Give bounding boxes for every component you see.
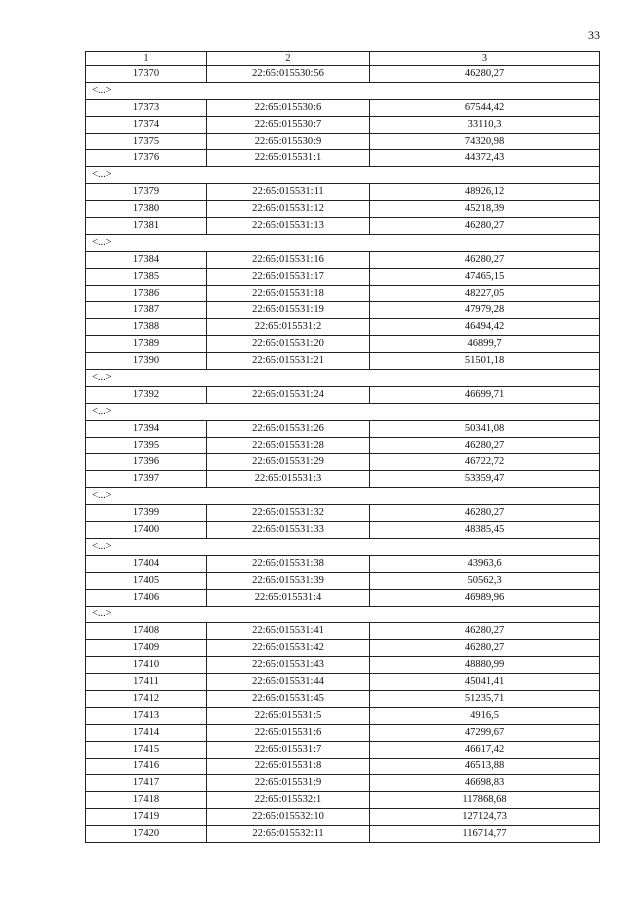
row-number-cell: 17388 — [86, 319, 207, 336]
value-cell: 47299,67 — [370, 724, 600, 741]
row-number-cell: 17394 — [86, 420, 207, 437]
ellipsis-marker: <...> — [86, 538, 600, 555]
ellipsis-row — [86, 234, 600, 251]
cadastral-number-cell: 22:65:015532:10 — [207, 809, 370, 826]
table-row — [86, 302, 600, 319]
ellipsis-row — [86, 488, 600, 505]
row-number-cell: 17400 — [86, 522, 207, 539]
cadastral-number-cell: 22:65:015532:11 — [207, 826, 370, 843]
row-number-cell: 17385 — [86, 268, 207, 285]
table-row — [86, 184, 600, 201]
table-row — [86, 826, 600, 843]
row-number-cell: 17404 — [86, 555, 207, 572]
value-cell: 46722,72 — [370, 454, 600, 471]
value-cell: 50341,08 — [370, 420, 600, 437]
cadastral-number-cell: 22:65:015531:44 — [207, 674, 370, 691]
ellipsis-row — [86, 538, 600, 555]
value-cell: 47979,28 — [370, 302, 600, 319]
table-row — [86, 420, 600, 437]
cadastral-number-cell: 22:65:015531:13 — [207, 218, 370, 235]
cadastral-number-cell: 22:65:015530:6 — [207, 99, 370, 116]
cadastral-number-cell: 22:65:015530:7 — [207, 116, 370, 133]
cadastral-number-cell: 22:65:015531:39 — [207, 572, 370, 589]
value-cell: 117868,68 — [370, 792, 600, 809]
cadastral-number-cell: 22:65:015531:1 — [207, 150, 370, 167]
value-cell: 48926,12 — [370, 184, 600, 201]
table-row — [86, 268, 600, 285]
ellipsis-marker: <...> — [86, 606, 600, 623]
row-number-cell: 17384 — [86, 251, 207, 268]
ellipsis-marker: <...> — [86, 488, 600, 505]
value-cell: 46280,27 — [370, 251, 600, 268]
table-row — [86, 150, 600, 167]
table-row — [86, 133, 600, 150]
table-row — [86, 218, 600, 235]
ellipsis-row — [86, 370, 600, 387]
value-cell: 51501,18 — [370, 353, 600, 370]
cadastral-number-cell: 22:65:015531:12 — [207, 201, 370, 218]
ellipsis-marker: <...> — [86, 370, 600, 387]
table-row — [86, 116, 600, 133]
table-row — [86, 505, 600, 522]
value-cell: 46698,83 — [370, 775, 600, 792]
row-number-cell: 17406 — [86, 589, 207, 606]
cadastral-number-cell: 22:65:015531:9 — [207, 775, 370, 792]
cadastral-number-cell: 22:65:015531:17 — [207, 268, 370, 285]
row-number-cell: 17415 — [86, 741, 207, 758]
cadastral-number-cell: 22:65:015531:5 — [207, 707, 370, 724]
value-cell: 46513,88 — [370, 758, 600, 775]
ellipsis-marker: <...> — [86, 403, 600, 420]
row-number-cell: 17375 — [86, 133, 207, 150]
value-cell: 44372,43 — [370, 150, 600, 167]
table-row — [86, 437, 600, 454]
cadastral-number-cell: 22:65:015530:9 — [207, 133, 370, 150]
table-row — [86, 471, 600, 488]
row-number-cell: 17380 — [86, 201, 207, 218]
row-number-cell: 17373 — [86, 99, 207, 116]
value-cell: 4916,5 — [370, 707, 600, 724]
table-row — [86, 640, 600, 657]
table-body — [86, 52, 600, 843]
row-number-cell: 17405 — [86, 572, 207, 589]
table-row — [86, 758, 600, 775]
table-row — [86, 623, 600, 640]
table-row — [86, 657, 600, 674]
cadastral-number-cell: 22:65:015531:3 — [207, 471, 370, 488]
cadastral-number-cell: 22:65:015531:20 — [207, 336, 370, 353]
ellipsis-row — [86, 167, 600, 184]
cadastral-number-cell: 22:65:015532:1 — [207, 792, 370, 809]
value-cell: 45041,41 — [370, 674, 600, 691]
ellipsis-marker: <...> — [86, 82, 600, 99]
table-row — [86, 674, 600, 691]
cadastral-number-cell: 22:65:015531:6 — [207, 724, 370, 741]
row-number-cell: 17420 — [86, 826, 207, 843]
cadastral-number-cell: 22:65:015530:56 — [207, 66, 370, 83]
row-number-cell: 17399 — [86, 505, 207, 522]
table-row — [86, 353, 600, 370]
table-row — [86, 251, 600, 268]
row-number-cell: 17389 — [86, 336, 207, 353]
cadastral-number-cell: 22:65:015531:7 — [207, 741, 370, 758]
value-cell: 46280,27 — [370, 66, 600, 83]
value-cell: 46494,42 — [370, 319, 600, 336]
table-row — [86, 775, 600, 792]
cadastral-number-cell: 22:65:015531:42 — [207, 640, 370, 657]
value-cell: 46280,27 — [370, 623, 600, 640]
value-cell: 46699,71 — [370, 386, 600, 403]
row-number-cell: 17374 — [86, 116, 207, 133]
table-row — [86, 66, 600, 83]
row-number-cell: 17409 — [86, 640, 207, 657]
table-row — [86, 589, 600, 606]
value-cell: 50562,3 — [370, 572, 600, 589]
table-row — [86, 336, 600, 353]
cadastral-number-cell: 22:65:015531:29 — [207, 454, 370, 471]
value-cell: 46989,96 — [370, 589, 600, 606]
value-cell: 46899,7 — [370, 336, 600, 353]
row-number-cell: 17418 — [86, 792, 207, 809]
cadastral-number-cell: 22:65:015531:21 — [207, 353, 370, 370]
ellipsis-row — [86, 606, 600, 623]
cadastral-number-cell: 22:65:015531:28 — [207, 437, 370, 454]
table-row — [86, 285, 600, 302]
value-cell: 48880,99 — [370, 657, 600, 674]
value-cell: 46280,27 — [370, 505, 600, 522]
row-number-cell: 17376 — [86, 150, 207, 167]
table-row — [86, 724, 600, 741]
table-row — [86, 809, 600, 826]
cadastral-number-cell: 22:65:015531:2 — [207, 319, 370, 336]
cadastral-number-cell: 22:65:015531:38 — [207, 555, 370, 572]
table-row — [86, 572, 600, 589]
table-row — [86, 319, 600, 336]
value-cell: 45218,39 — [370, 201, 600, 218]
value-cell: 116714,77 — [370, 826, 600, 843]
table-row — [86, 741, 600, 758]
cadastral-number-cell: 22:65:015531:8 — [207, 758, 370, 775]
header-row — [86, 52, 600, 66]
value-cell: 46280,27 — [370, 218, 600, 235]
row-number-cell: 17396 — [86, 454, 207, 471]
cadastral-number-cell: 22:65:015531:43 — [207, 657, 370, 674]
cadastral-number-cell: 22:65:015531:26 — [207, 420, 370, 437]
row-number-cell: 17414 — [86, 724, 207, 741]
cadastral-number-cell: 22:65:015531:33 — [207, 522, 370, 539]
column-header-3: 3 — [370, 52, 600, 66]
table-row — [86, 690, 600, 707]
row-number-cell: 17419 — [86, 809, 207, 826]
row-number-cell: 17397 — [86, 471, 207, 488]
row-number-cell: 17390 — [86, 353, 207, 370]
cadastral-number-cell: 22:65:015531:24 — [207, 386, 370, 403]
page-number: 33 — [588, 28, 600, 42]
cadastral-number-cell: 22:65:015531:11 — [207, 184, 370, 201]
column-header-1: 1 — [86, 52, 207, 66]
row-number-cell: 17395 — [86, 437, 207, 454]
row-number-cell: 17387 — [86, 302, 207, 319]
cadastral-number-cell: 22:65:015531:4 — [207, 589, 370, 606]
row-number-cell: 17381 — [86, 218, 207, 235]
row-number-cell: 17392 — [86, 386, 207, 403]
cadastral-number-cell: 22:65:015531:45 — [207, 690, 370, 707]
ellipsis-row — [86, 403, 600, 420]
value-cell: 74320,98 — [370, 133, 600, 150]
table-row — [86, 99, 600, 116]
table-row — [86, 522, 600, 539]
table-row — [86, 555, 600, 572]
value-cell: 48227,05 — [370, 285, 600, 302]
cadastral-number-cell: 22:65:015531:41 — [207, 623, 370, 640]
value-cell: 46280,27 — [370, 437, 600, 454]
cadastral-number-cell: 22:65:015531:16 — [207, 251, 370, 268]
cadastral-number-cell: 22:65:015531:32 — [207, 505, 370, 522]
ellipsis-marker: <...> — [86, 234, 600, 251]
table-row — [86, 707, 600, 724]
value-cell: 67544,42 — [370, 99, 600, 116]
row-number-cell: 17411 — [86, 674, 207, 691]
registry-table — [85, 51, 600, 843]
value-cell: 48385,45 — [370, 522, 600, 539]
table-row — [86, 454, 600, 471]
table-row — [86, 792, 600, 809]
row-number-cell: 17410 — [86, 657, 207, 674]
row-number-cell: 17412 — [86, 690, 207, 707]
row-number-cell: 17379 — [86, 184, 207, 201]
table-row — [86, 201, 600, 218]
row-number-cell: 17370 — [86, 66, 207, 83]
cadastral-number-cell: 22:65:015531:18 — [207, 285, 370, 302]
row-number-cell: 17417 — [86, 775, 207, 792]
value-cell: 43963,6 — [370, 555, 600, 572]
column-header-2: 2 — [207, 52, 370, 66]
value-cell: 127124,73 — [370, 809, 600, 826]
row-number-cell: 17408 — [86, 623, 207, 640]
table-row — [86, 386, 600, 403]
ellipsis-row — [86, 82, 600, 99]
value-cell: 53359,47 — [370, 471, 600, 488]
value-cell: 47465,15 — [370, 268, 600, 285]
row-number-cell: 17416 — [86, 758, 207, 775]
row-number-cell: 17386 — [86, 285, 207, 302]
ellipsis-marker: <...> — [86, 167, 600, 184]
value-cell: 46280,27 — [370, 640, 600, 657]
cadastral-number-cell: 22:65:015531:19 — [207, 302, 370, 319]
row-number-cell: 17413 — [86, 707, 207, 724]
value-cell: 46617,42 — [370, 741, 600, 758]
value-cell: 51235,71 — [370, 690, 600, 707]
value-cell: 33110,3 — [370, 116, 600, 133]
